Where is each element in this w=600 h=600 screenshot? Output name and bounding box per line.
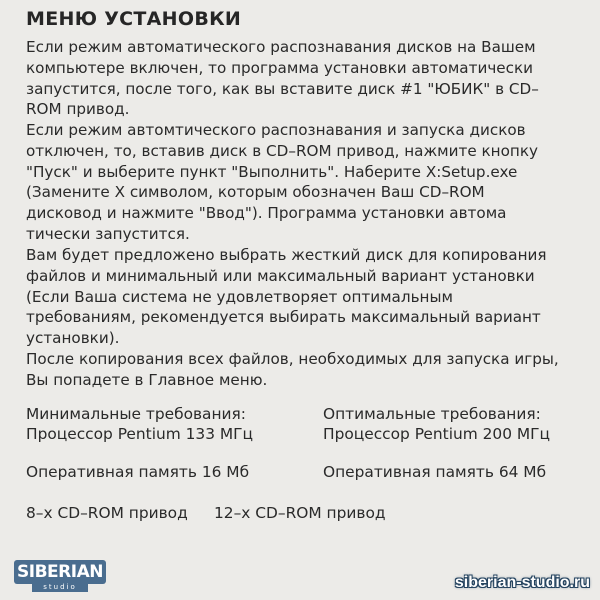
text-line: отключен, то, вставив диск в CD–ROM привод, нажмите кнопку [26, 141, 538, 160]
text-line: Вы попадете в Главное меню. [26, 370, 268, 389]
text-line: ROM привод. [26, 100, 130, 119]
text-line: (Замените X символом, которым обозначен Ваш CD–ROM [26, 183, 485, 202]
page-title: МЕНЮ УСТАНОВКИ [26, 8, 242, 30]
optimal-memory: Оперативная память 64 Мб [323, 463, 547, 481]
text-line: (Если Ваша система не удовлетворяет оптимальным [26, 287, 453, 306]
text-line: файлов и минимальный или максимальный вариант установки [26, 266, 535, 285]
paragraph-main-menu [26, 349, 559, 391]
optimal-heading: Оптимальные требования: [323, 405, 541, 423]
minimal-memory: Оперативная память 16 Мб [26, 463, 250, 481]
paragraph-disk-choice [26, 245, 547, 349]
text-line: Если режим автомтического распознавания и запуска дисков [26, 121, 526, 139]
minimal-heading: Минимальные требования: [26, 405, 246, 423]
text-line: Если режим автоматического распознавания дисков на Вашем [26, 38, 536, 56]
text-line: Вам будет предложено выбрать жесткий диск для копирования [26, 246, 547, 264]
website-watermark: siberian-studio.ru [454, 574, 590, 591]
text-line: компьютере включен, то программа установки автоматически [26, 58, 534, 77]
text-line: После копирования всех файлов, необходимых для запуска игры, [26, 350, 559, 368]
text-line: требованиям, рекомендуется выбирать максимальный вариант [26, 308, 541, 327]
text-line: запустится, после того, как вы вставите диск #1 "ЮБИК" в CD– [26, 79, 539, 98]
siberian-studio-logo [14, 560, 106, 592]
logo-main-text: SIBERIAN [14, 560, 106, 584]
paragraph-manual-run [26, 120, 538, 245]
minimal-processor: Процессор Pentium 133 МГц [26, 425, 254, 443]
text-line: дисковод и нажмите "Ввод"). Программа установки автома [26, 204, 507, 223]
optimal-processor: Процессор Pentium 200 МГц [323, 425, 551, 443]
text-line: тически запустится. [26, 224, 190, 243]
text-line: "Пуск" и выберите пункт "Выполнить". Наберите X:Setup.exe [26, 162, 518, 181]
optimal-cdrom: 12–х CD–ROM привод [214, 504, 386, 522]
text-line: установки). [26, 329, 120, 348]
minimal-cdrom: 8–х CD–ROM привод [26, 504, 188, 522]
logo-sub-text: studio [32, 583, 88, 592]
paragraph-autorun [26, 37, 539, 120]
